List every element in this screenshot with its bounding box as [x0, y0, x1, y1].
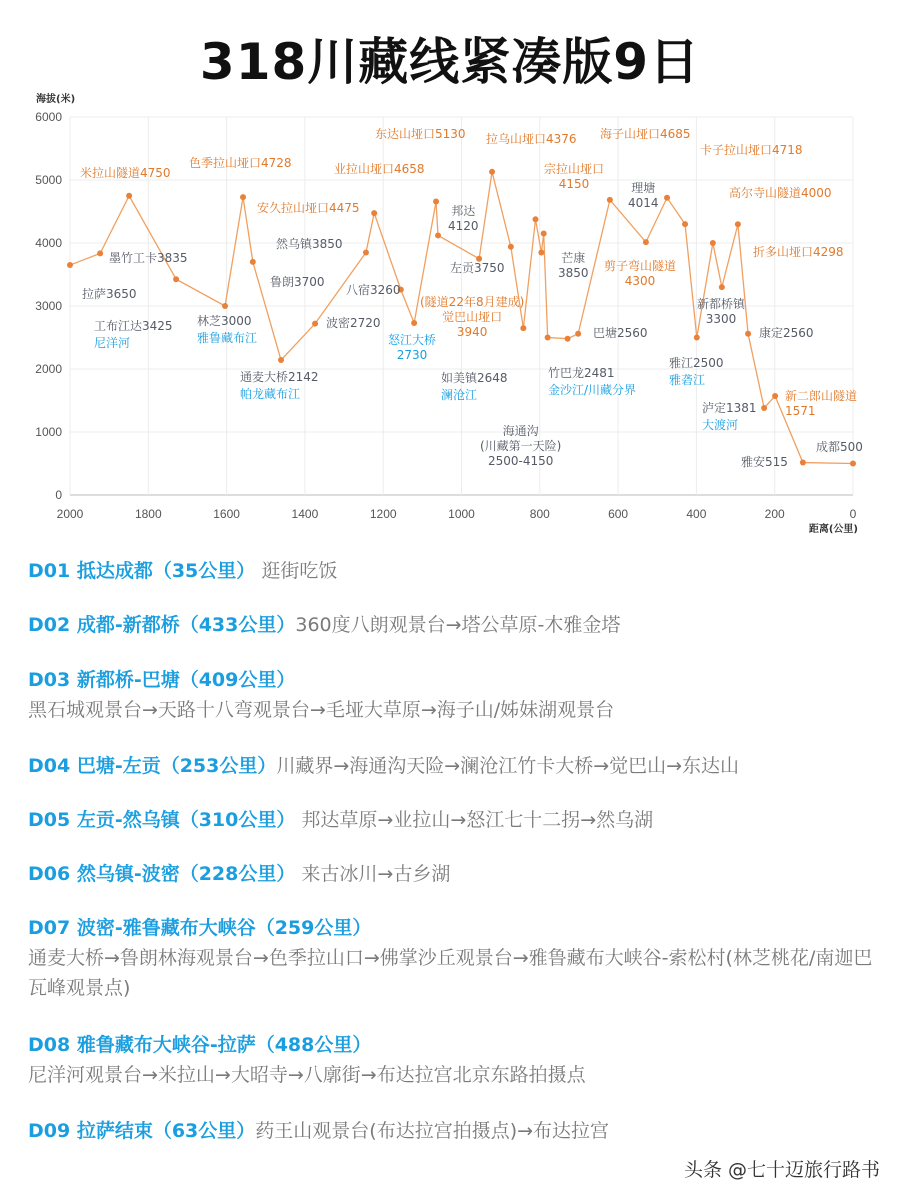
data-point [850, 461, 856, 467]
y-tick-label: 0 [55, 488, 62, 502]
day-item [28, 610, 878, 640]
x-tick-label: 0 [849, 507, 857, 521]
x-tick-label: 1000 [448, 507, 475, 521]
data-point [489, 169, 495, 175]
point-label-line: 成都500 [816, 440, 863, 454]
point-label [189, 156, 292, 171]
point-label-line: 康定2560 [759, 326, 814, 340]
point-label-line: 怒江大桥 [388, 333, 437, 347]
point-label-line: 折多山垭口4298 [753, 245, 844, 259]
day-description: 360度八朗观景台→塔公草原-木雅金塔 [295, 614, 621, 636]
day-heading: D04 巴塘-左贡（253公里） [28, 755, 277, 777]
x-tick-label: 400 [686, 507, 707, 521]
data-point [371, 210, 377, 216]
data-point [607, 197, 613, 203]
point-label-line: 巴塘2560 [593, 326, 648, 340]
data-point [761, 405, 767, 411]
data-point [173, 276, 179, 282]
point-label [448, 204, 479, 234]
point-label-line: 雅安515 [741, 455, 788, 469]
point-label [669, 356, 724, 388]
y-tick-label: 4000 [35, 236, 62, 250]
x-tick-label: 1200 [369, 507, 397, 521]
point-label-line: 雅江2500 [669, 356, 724, 370]
data-point [312, 321, 318, 327]
data-point [433, 199, 439, 205]
day-description: 逛街吃饭 [261, 560, 338, 582]
point-label-line: 泸定1381 [702, 401, 757, 415]
day-heading: D05 左贡-然乌镇（310公里） [28, 809, 296, 831]
point-label [80, 166, 171, 181]
point-label-line: 高尔寺山隧道4000 [729, 186, 832, 200]
x-tick-label: 800 [529, 507, 550, 521]
day-heading: D09 拉萨结束（63公里） [28, 1120, 256, 1142]
x-tick-label: 1400 [291, 507, 319, 521]
point-label [109, 251, 188, 266]
point-label-line: 林芝3000 [197, 314, 252, 328]
point-label [697, 297, 745, 327]
point-label-line: 拉萨3650 [82, 287, 137, 301]
point-label-line: 剪子弯山隧道 [604, 259, 677, 273]
point-label-line: (隧道22年8月建成) [420, 295, 525, 309]
point-label [346, 283, 401, 298]
point-label-line: 海通沟 [502, 424, 539, 438]
point-label-line: 觉巴山垭口 [442, 310, 503, 324]
day-item [28, 556, 878, 586]
point-label-line: 拉乌山垭口4376 [486, 132, 577, 146]
day-heading: D02 成都-新都桥（433公里） [28, 614, 296, 636]
point-label-line: 鲁朗3700 [270, 275, 325, 289]
data-point [250, 259, 256, 265]
day-description: 来古冰川→古乡湖 [301, 863, 451, 885]
point-label-line: 2730 [396, 348, 428, 362]
point-label [729, 186, 832, 201]
point-label-line: 新都桥镇 [697, 297, 746, 311]
point-label [604, 259, 676, 289]
x-tick-label: 600 [608, 507, 629, 521]
day-item [28, 805, 878, 835]
data-point [800, 460, 806, 466]
point-label [741, 455, 788, 470]
data-point [565, 336, 571, 342]
day-item [28, 913, 878, 1003]
point-label [441, 371, 508, 403]
point-label-line: 业拉山垭口4658 [334, 162, 425, 176]
point-label-line: 然乌镇3850 [276, 237, 343, 251]
data-point [435, 232, 441, 238]
point-label [544, 162, 604, 192]
point-label [753, 245, 844, 260]
point-label-line: 工布江达3425 [94, 319, 173, 333]
point-label [816, 440, 863, 455]
day-description: 邦达草原→业拉山→怒江七十二拐→然乌湖 [301, 809, 654, 831]
river-label: 大渡河 [702, 418, 739, 432]
point-label [270, 275, 325, 290]
day-item [28, 1116, 878, 1146]
y-tick-label: 2000 [35, 362, 62, 376]
y-tick-label: 6000 [35, 110, 62, 124]
x-tick-label: 1800 [134, 507, 162, 521]
point-label-line: 新二郎山隧道 [785, 389, 858, 403]
river-label: 金沙江/川藏分界 [548, 383, 637, 397]
data-point [772, 393, 778, 399]
data-point [532, 216, 538, 222]
point-label-line: 通麦大桥2142 [240, 370, 319, 384]
point-label-line: 如美镇2648 [441, 371, 508, 385]
x-tick-label: 1600 [213, 507, 240, 521]
data-point [67, 262, 73, 268]
data-point [240, 194, 246, 200]
point-label-line: 3300 [705, 312, 737, 326]
data-point [363, 249, 369, 255]
river-label: 雅砻江 [669, 373, 706, 387]
data-point [719, 284, 725, 290]
x-tick-label: 2000 [56, 507, 84, 521]
data-point [222, 303, 228, 309]
point-label [593, 326, 648, 341]
author-watermark: 头条 @七十迈旅行路书 [683, 1159, 880, 1181]
day-description: 川藏界→海通沟天险→澜沧江竹卡大桥→觉巴山→东达山 [276, 755, 740, 777]
point-label-line: 4014 [628, 196, 659, 210]
point-label [480, 424, 561, 469]
point-label [82, 287, 137, 302]
point-label [326, 316, 381, 331]
point-label [420, 295, 524, 340]
point-label-line: 4120 [448, 219, 479, 233]
y-axis-label: 海拔(米) [36, 94, 76, 105]
data-point [278, 357, 284, 363]
point-label-line: 东达山垭口5130 [375, 127, 466, 141]
point-label-line: 1571 [785, 404, 816, 418]
point-label-line: 墨竹工卡3835 [109, 251, 188, 265]
day-heading: D01 抵达成都（35公里） [28, 560, 256, 582]
point-label-line: 竹巴龙2481 [548, 366, 615, 380]
point-label [450, 261, 505, 276]
point-label-line: 海子山垭口4685 [600, 127, 691, 141]
day-description: 黑石城观景台→天路十八弯观景台→毛垭大草原→海子山/姊妹湖观景台 [28, 699, 615, 721]
point-label [558, 251, 589, 281]
point-label [628, 181, 659, 211]
point-label-line: 米拉山隧道4750 [80, 166, 171, 180]
data-point [735, 221, 741, 227]
data-point [643, 239, 649, 245]
day-heading: D03 新都桥-巴塘（409公里） [28, 669, 296, 691]
point-label [785, 389, 857, 419]
point-label-line: 理塘 [631, 181, 656, 195]
point-label [375, 127, 466, 142]
data-point [538, 249, 544, 255]
point-label-line: 宗拉山垭口 [544, 162, 605, 176]
point-label-line: 3940 [456, 325, 488, 339]
x-axis-label: 距离(公里) [808, 524, 858, 535]
y-tick-label: 5000 [35, 173, 62, 187]
day-heading: D06 然乌镇-波密（228公里） [28, 863, 296, 885]
river-label: 尼洋河 [94, 336, 131, 350]
point-label-line: 芒康 [561, 251, 586, 265]
river-label: 澜沧江 [441, 388, 478, 402]
point-label-line: 4300 [624, 274, 656, 288]
point-label [600, 127, 691, 142]
point-label-line: 八宿3260 [346, 283, 401, 297]
day-item [28, 1030, 878, 1090]
point-label-line: 波密2720 [326, 316, 381, 330]
y-tick-label: 1000 [35, 425, 62, 439]
data-point [664, 195, 670, 201]
point-label-line: 左贡3750 [450, 261, 505, 275]
point-label-line: (川藏第一天险) [480, 439, 562, 453]
page-title: 318川藏线紧凑版9日 [199, 33, 701, 91]
point-label [276, 237, 343, 252]
data-point [710, 240, 716, 246]
data-point [694, 335, 700, 341]
point-label [548, 366, 636, 398]
point-label-line: 色季拉山垭口4728 [189, 156, 292, 170]
data-point [575, 331, 581, 337]
point-label [702, 401, 757, 433]
point-label [94, 319, 173, 351]
y-tick-label: 3000 [35, 299, 62, 313]
day-heading: D08 雅鲁藏布大峡谷-拉萨（488公里） [28, 1034, 372, 1056]
data-point [545, 335, 551, 341]
day-description: 药王山观景台(布达拉宫拍摄点)→布达拉宫 [255, 1120, 610, 1142]
day-item [28, 859, 878, 889]
day-item [28, 665, 878, 725]
data-point [97, 250, 103, 256]
data-point [682, 221, 688, 227]
point-label-line: 邦达 [451, 204, 476, 218]
data-point [508, 244, 514, 250]
day-description: 通麦大桥→鲁朗林海观景台→色季拉山口→佛掌沙丘观景台→雅鲁藏布大峡谷-索松村(林芝桃花/南迦巴瓦峰观景点) [28, 947, 873, 999]
point-label [759, 326, 814, 341]
point-label-line: 安久拉山垭口4475 [257, 201, 360, 215]
data-point [745, 331, 751, 337]
point-label [700, 143, 803, 158]
point-label [257, 201, 360, 216]
point-label-line: 2500-4150 [487, 454, 554, 468]
river-label: 雅鲁藏布江 [197, 331, 258, 345]
day-heading: D07 波密-雅鲁藏布大峡谷（259公里） [28, 917, 372, 939]
data-point [126, 193, 132, 199]
x-tick-label: 200 [764, 507, 785, 521]
point-label [334, 162, 425, 177]
data-point [411, 320, 417, 326]
point-label-line: 卡子拉山垭口4718 [700, 143, 803, 157]
day-description: 尼洋河观景台→米拉山→大昭寺→八廓街→布达拉宫北京东路拍摄点 [28, 1064, 586, 1086]
day-item [28, 751, 878, 781]
point-label-line: 3850 [558, 266, 589, 280]
point-label [197, 314, 257, 346]
data-point [541, 231, 547, 237]
point-label-line: 4150 [558, 177, 590, 191]
point-label [486, 132, 577, 147]
river-label: 帕龙藏布江 [240, 387, 301, 401]
point-label [240, 370, 319, 402]
